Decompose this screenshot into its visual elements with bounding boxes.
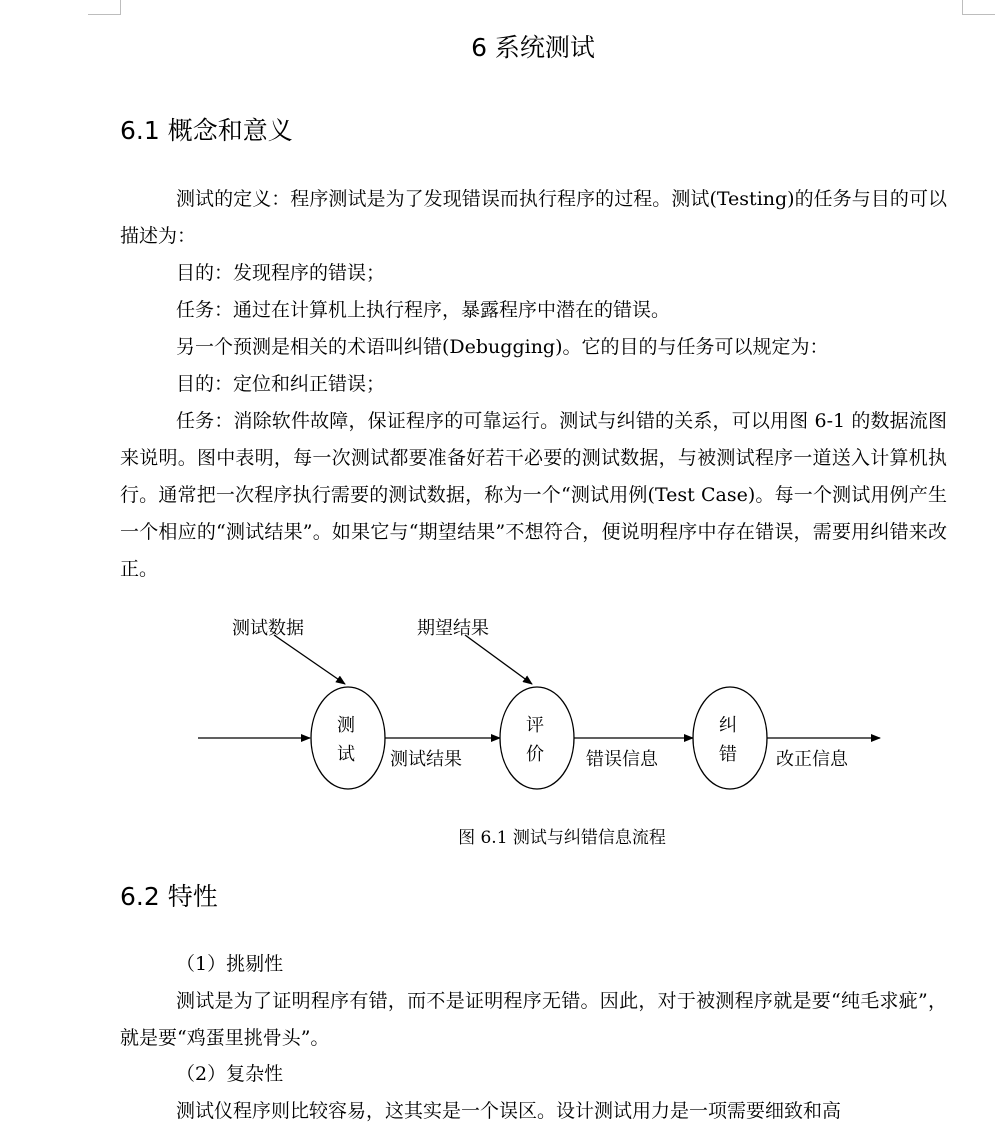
label-expected-result: 期望结果 — [417, 618, 489, 639]
page-corner-mark-right — [962, 0, 995, 15]
paragraph-debugging-definition: 另一个预测是相关的术语叫纠错(Debugging)。它的目的与任务可以规定为： — [176, 336, 829, 358]
label-error-info: 错误信息 — [586, 749, 658, 770]
page-corner-mark-left — [88, 0, 121, 15]
node-test — [311, 687, 385, 789]
label-test-result: 测试结果 — [390, 749, 462, 770]
section-title-6-2: 6.2 特性 — [120, 882, 218, 911]
node-debug-char-2: 错 — [719, 744, 737, 765]
figure-caption: 图 6.1 测试与纠错信息流程 — [458, 828, 666, 848]
paragraph-test-purpose: 目的：发现程序的错误； — [176, 262, 386, 284]
label-test-data: 测试数据 — [232, 618, 304, 639]
paragraph-picky-explanation: 测试是为了证明程序有错，而不是证明程序无错。因此，对于被测程序就是要“纯毛求疵”，就是要“鸡蛋里挑骨头”。 — [120, 990, 947, 1049]
arrow-expected-to-evaluate — [465, 635, 532, 684]
node-test-char-2: 试 — [337, 744, 355, 765]
node-test-char-1: 测 — [337, 715, 355, 736]
section-title-6-1: 6.1 概念和意义 — [120, 116, 293, 145]
chapter-title: 6 系统测试 — [471, 33, 595, 62]
paragraph-test-task: 任务：通过在计算机上执行程序，暴露程序中潜在的错误。 — [176, 299, 671, 321]
paragraph-complexity-explanation: 测试仪程序则比较容易，这其实是一个误区。设计测试用力是一项需要细致和高 — [176, 1100, 842, 1122]
list-item-complexity: （2）复杂性 — [176, 1063, 284, 1085]
arrow-test-data-to-test — [274, 635, 345, 684]
flow-diagram — [190, 598, 890, 808]
paragraph-test-definition: 测试的定义：程序测试是为了发现错误而执行程序的过程。测试(Testing)的任务与目的可以描述为： — [120, 188, 947, 247]
list-item-picky: （1）挑剔性 — [176, 953, 284, 975]
node-debug — [693, 687, 767, 789]
label-correction-info: 改正信息 — [776, 749, 848, 770]
paragraph-debugging-purpose: 目的：定位和纠正错误； — [176, 373, 386, 395]
node-evaluate-char-1: 评 — [526, 715, 544, 736]
paragraph-debugging-task: 任务：消除软件故障，保证程序的可靠运行。测试与纠错的关系，可以用图 6-1 的数据流图来说明。图中表明，每一次测试都要准备好若干必要的测试数据，与被测试程序一道送入计算机执行。通常把一次程序执行需要的测试数据，称为一个“测试用例(Test Case)。每一个测试用例产生一个相应的“测试结果”。如果它与“期望结果”不想符合，便说明程序中存在错误，需要用纠错来改正。 — [120, 410, 947, 580]
node-evaluate — [500, 687, 574, 789]
node-debug-char-1: 纠 — [719, 715, 737, 736]
node-evaluate-char-2: 价 — [526, 744, 544, 765]
